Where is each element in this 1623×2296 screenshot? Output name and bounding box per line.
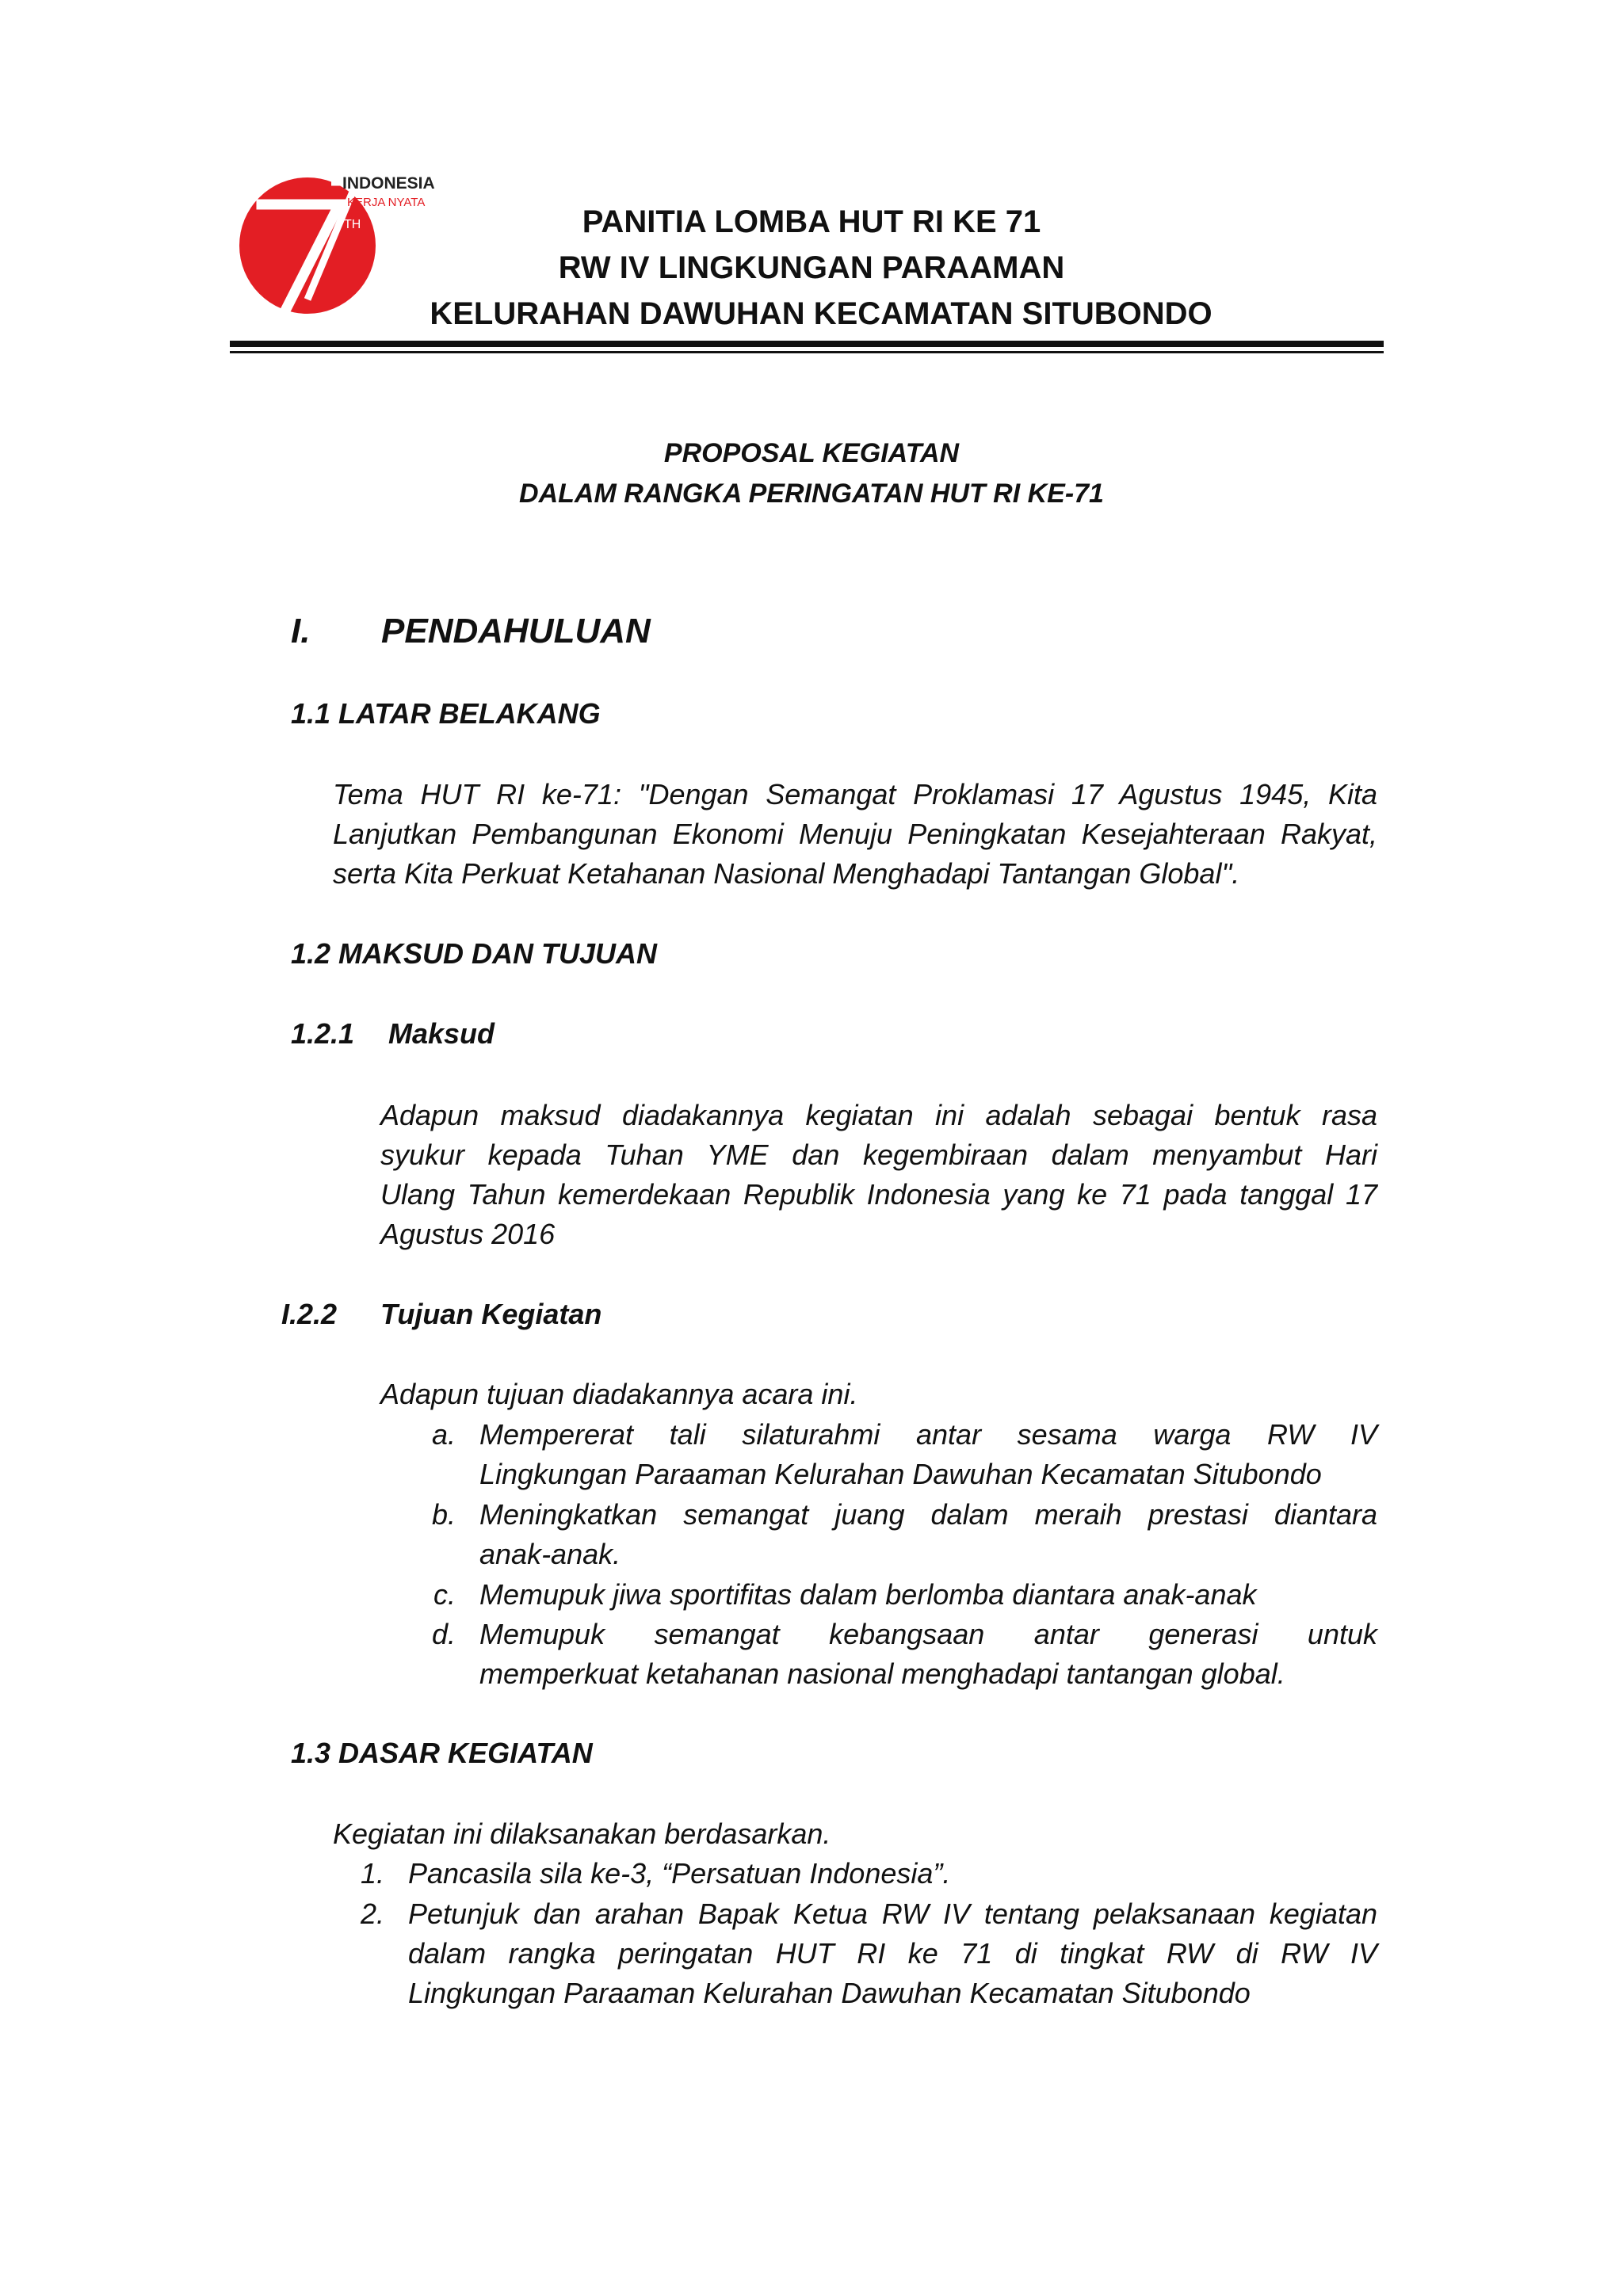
list-item-text (479, 1415, 1377, 1494)
list-marker: 1. (360, 1857, 384, 1890)
list-item-text (408, 1854, 1377, 1894)
list-line: anak-anak. (479, 1538, 621, 1570)
paragraph-line: Agustus 2016 (380, 1218, 556, 1250)
list-item-text (408, 1894, 1377, 2013)
paragraph-line: serta Kita Perkuat Ketahanan Nasional Menghadapi Tantangan Global". (333, 857, 1240, 890)
list-item (420, 1415, 1377, 1494)
list-item (420, 1615, 1377, 1694)
letterhead-line-2: RW IV LINGKUNGAN PARAAMAN (558, 250, 1065, 285)
paragraph-line: Tema HUT RI ke-71: "Dengan Semangat Proklamasi 17 Agustus 1945, Kita (333, 778, 1377, 810)
chapter-title: PENDAHULUAN (381, 612, 651, 650)
subsection-1-2-2-number: I.2.2 (281, 1298, 338, 1330)
section-1-1-paragraph (333, 775, 1377, 894)
list-line: Petunjuk dan arahan Bapak Ketua RW IV tentang pelaksanaan kegiatan (408, 1897, 1377, 1930)
section-1-1-heading: 1.1 LATAR BELAKANG (291, 697, 601, 730)
list-marker: a. (431, 1418, 456, 1451)
subsection-1-2-2-intro: Adapun tujuan diadakannya acara ini. (380, 1378, 858, 1410)
list-line: Lingkungan Paraaman Kelurahan Dawuhan Kecamatan Situbondo (408, 1977, 1251, 2009)
list-item-text (479, 1615, 1377, 1694)
list-item (420, 1575, 1377, 1615)
paragraph-line: syukur kepada Tuhan YME dan kegembiraan dalam menyambut Hari (380, 1138, 1377, 1171)
list-item (420, 1495, 1377, 1574)
list-marker: d. (431, 1618, 456, 1650)
list-marker: b. (431, 1498, 456, 1531)
list-line: Pancasila sila ke-3, “Persatuan Indonesia”. (408, 1857, 951, 1890)
section-1-3-intro: Kegiatan ini dilaksanakan berdasarkan. (333, 1817, 831, 1850)
letterhead-rule-thin (230, 351, 1384, 353)
list-line: Meningkatkan semangat juang dalam meraih prestasi diantara (479, 1498, 1377, 1531)
list-marker: 2. (360, 1897, 384, 1930)
list-line: Memupuk jiwa sportifitas dalam berlomba diantara anak-anak (479, 1578, 1257, 1611)
paragraph-line: Lanjutkan Pembangunan Ekonomi Menuju Peningkatan Kesejahteraan Rakyat, (333, 818, 1377, 850)
list-item-text (479, 1575, 1377, 1615)
logo-suffix-text: TH (344, 218, 361, 231)
list-item (349, 1894, 1377, 2013)
subsection-1-2-2-title: Tujuan Kegiatan (380, 1298, 602, 1330)
subsection-1-2-1-number: 1.2.1 (291, 1017, 355, 1050)
section-1-2-heading: 1.2 MAKSUD DAN TUJUAN (291, 937, 658, 970)
list-line: memperkuat ketahanan nasional menghadapi tantangan global. (479, 1657, 1285, 1690)
paragraph-line: Adapun maksud diadakannya kegiatan ini adalah sebagai bentuk rasa (380, 1099, 1377, 1131)
letterhead-rule-thick (230, 341, 1384, 347)
subsection-1-2-1-title: Maksud (388, 1017, 495, 1050)
chapter-number: I. (291, 612, 311, 650)
document-title-line-1: PROPOSAL KEGIATAN (663, 438, 960, 468)
letterhead-line-3: KELURAHAN DAWUHAN KECAMATAN SITUBONDO (430, 296, 1212, 331)
subsection-1-2-1-paragraph (380, 1096, 1377, 1254)
list-line: dalam rangka peringatan HUT RI ke 71 di tingkat RW di RW IV (408, 1937, 1377, 1970)
list-line: Mempererat tali silaturahmi antar sesama warga RW IV (479, 1418, 1377, 1451)
section-1-3-heading: 1.3 DASAR KEGIATAN (291, 1737, 593, 1769)
letterhead-line-1: PANITIA LOMBA HUT RI KE 71 (582, 204, 1041, 239)
list-item (349, 1854, 1377, 1894)
list-line: Memupuk semangat kebangsaan antar generasi untuk (479, 1618, 1377, 1650)
paragraph-line: Ulang Tahun kemerdekaan Republik Indonesia yang ke 71 pada tanggal 17 (380, 1178, 1377, 1211)
list-marker: c. (433, 1578, 456, 1611)
logo-tagline-text: KERJA NYATA (347, 196, 426, 209)
logo-brand-text: INDONESIA (342, 174, 435, 193)
list-line: Lingkungan Paraaman Kelurahan Dawuhan Kecamatan Situbondo (479, 1458, 1322, 1490)
list-item-text (479, 1495, 1377, 1574)
document-title-line-2: DALAM RANGKA PERINGATAN HUT RI KE-71 (519, 479, 1104, 509)
